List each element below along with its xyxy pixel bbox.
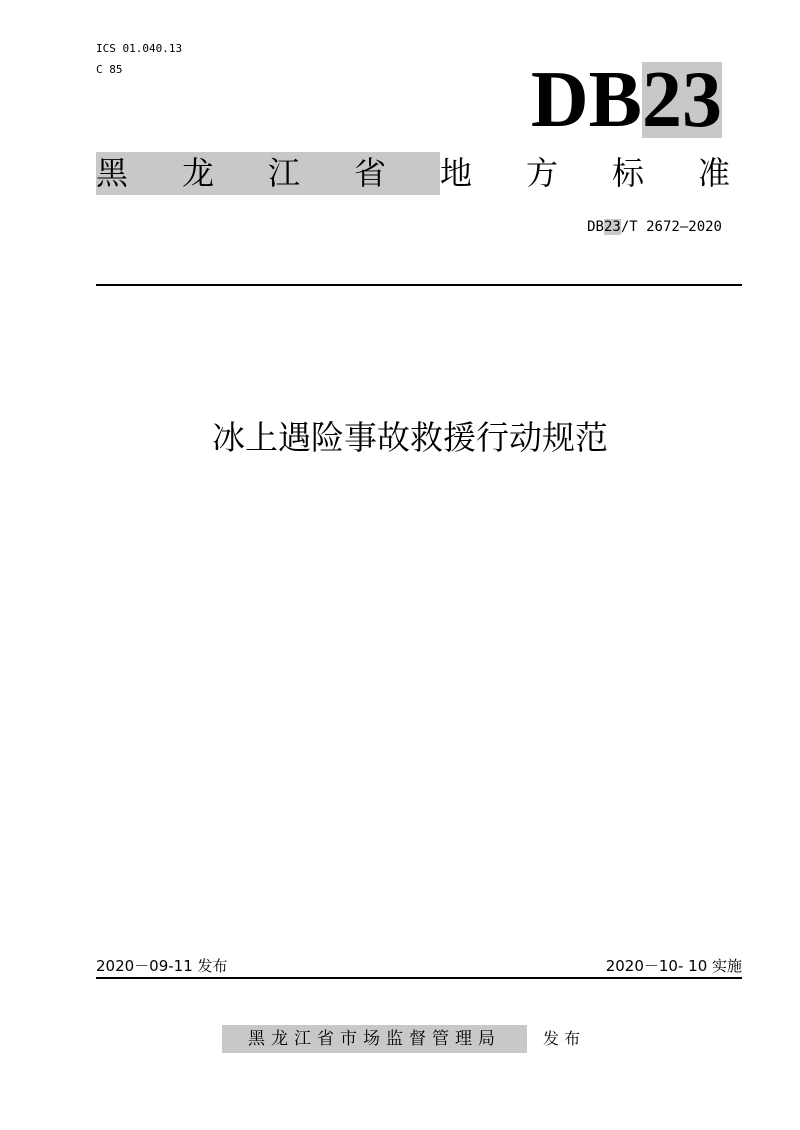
standard-type-label: 地方标准 [440,154,785,192]
code-number: 23 [603,219,621,235]
publisher-action: 发 布 [543,1029,581,1048]
standard-type [96,152,784,195]
implement-date: 2020－10- 10 实施 [605,957,742,975]
publisher-name: 黑龙江省市场监督管理局 [222,1025,527,1053]
publish-date: 2020－09-11 发布 [96,957,228,975]
logo-prefix: DB [530,56,642,144]
ccs-code: C 85 [96,63,123,76]
standard-code [587,218,722,236]
ics-code: ICS 01.040.13 [96,42,183,55]
logo-number: 23 [642,56,722,144]
code-suffix: /T 2672—2020 [620,219,722,235]
header-divider [96,284,742,286]
standard-type-province: 黑龙江省 [96,152,440,195]
date-divider [96,977,742,979]
code-prefix: DB [587,219,604,235]
standard-logo [530,56,722,144]
document-title: 冰上遇险事故救援行动规范 [212,418,608,457]
